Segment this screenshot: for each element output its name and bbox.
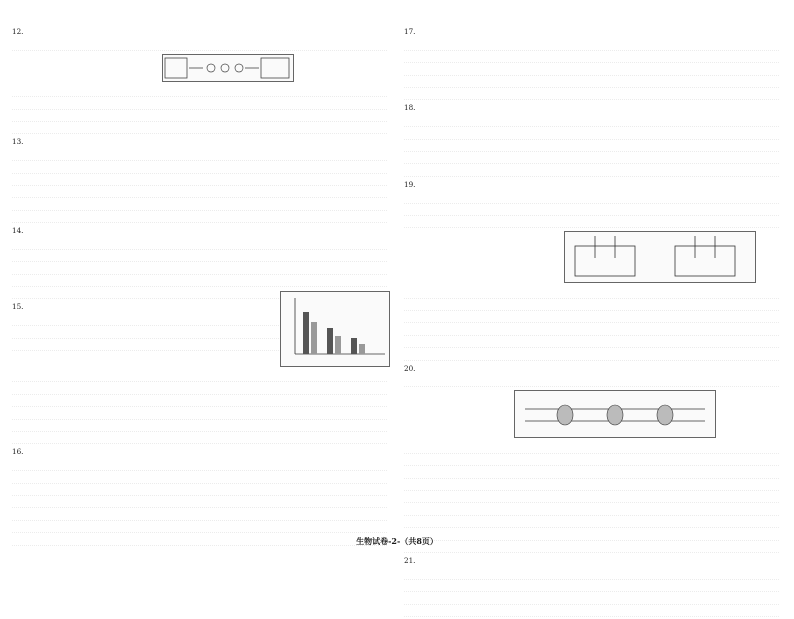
question-number: 16. [12,447,24,457]
question-number: 21. [404,555,416,565]
question-number: 18. [404,103,416,113]
question-14 [12,225,387,299]
question-16 [12,446,387,545]
question-21 [404,555,779,617]
question-number: 15. [12,302,24,312]
question-20 [404,363,779,553]
osmosis-apparatus-diagram [564,231,756,283]
experiment-steps-diagram [162,54,294,82]
right-column [404,26,779,619]
question-13 [12,136,387,223]
question-17 [404,26,779,100]
question-number: 19. [404,179,416,189]
left-column [12,26,387,548]
question-number: 17. [404,27,416,36]
question-number: 12. [12,27,24,36]
page-footer: 生物试卷-2-（共8页） [356,536,438,546]
question-19 [404,179,779,361]
question-12 [12,26,387,134]
question-number: 13. [12,137,24,147]
question-number: 14. [12,226,24,236]
membrane-transport-diagram [514,390,716,438]
question-number: 20. [404,363,416,373]
phospholipid-bar-chart [280,291,390,367]
question-18 [404,102,779,176]
question-15 [12,301,387,444]
